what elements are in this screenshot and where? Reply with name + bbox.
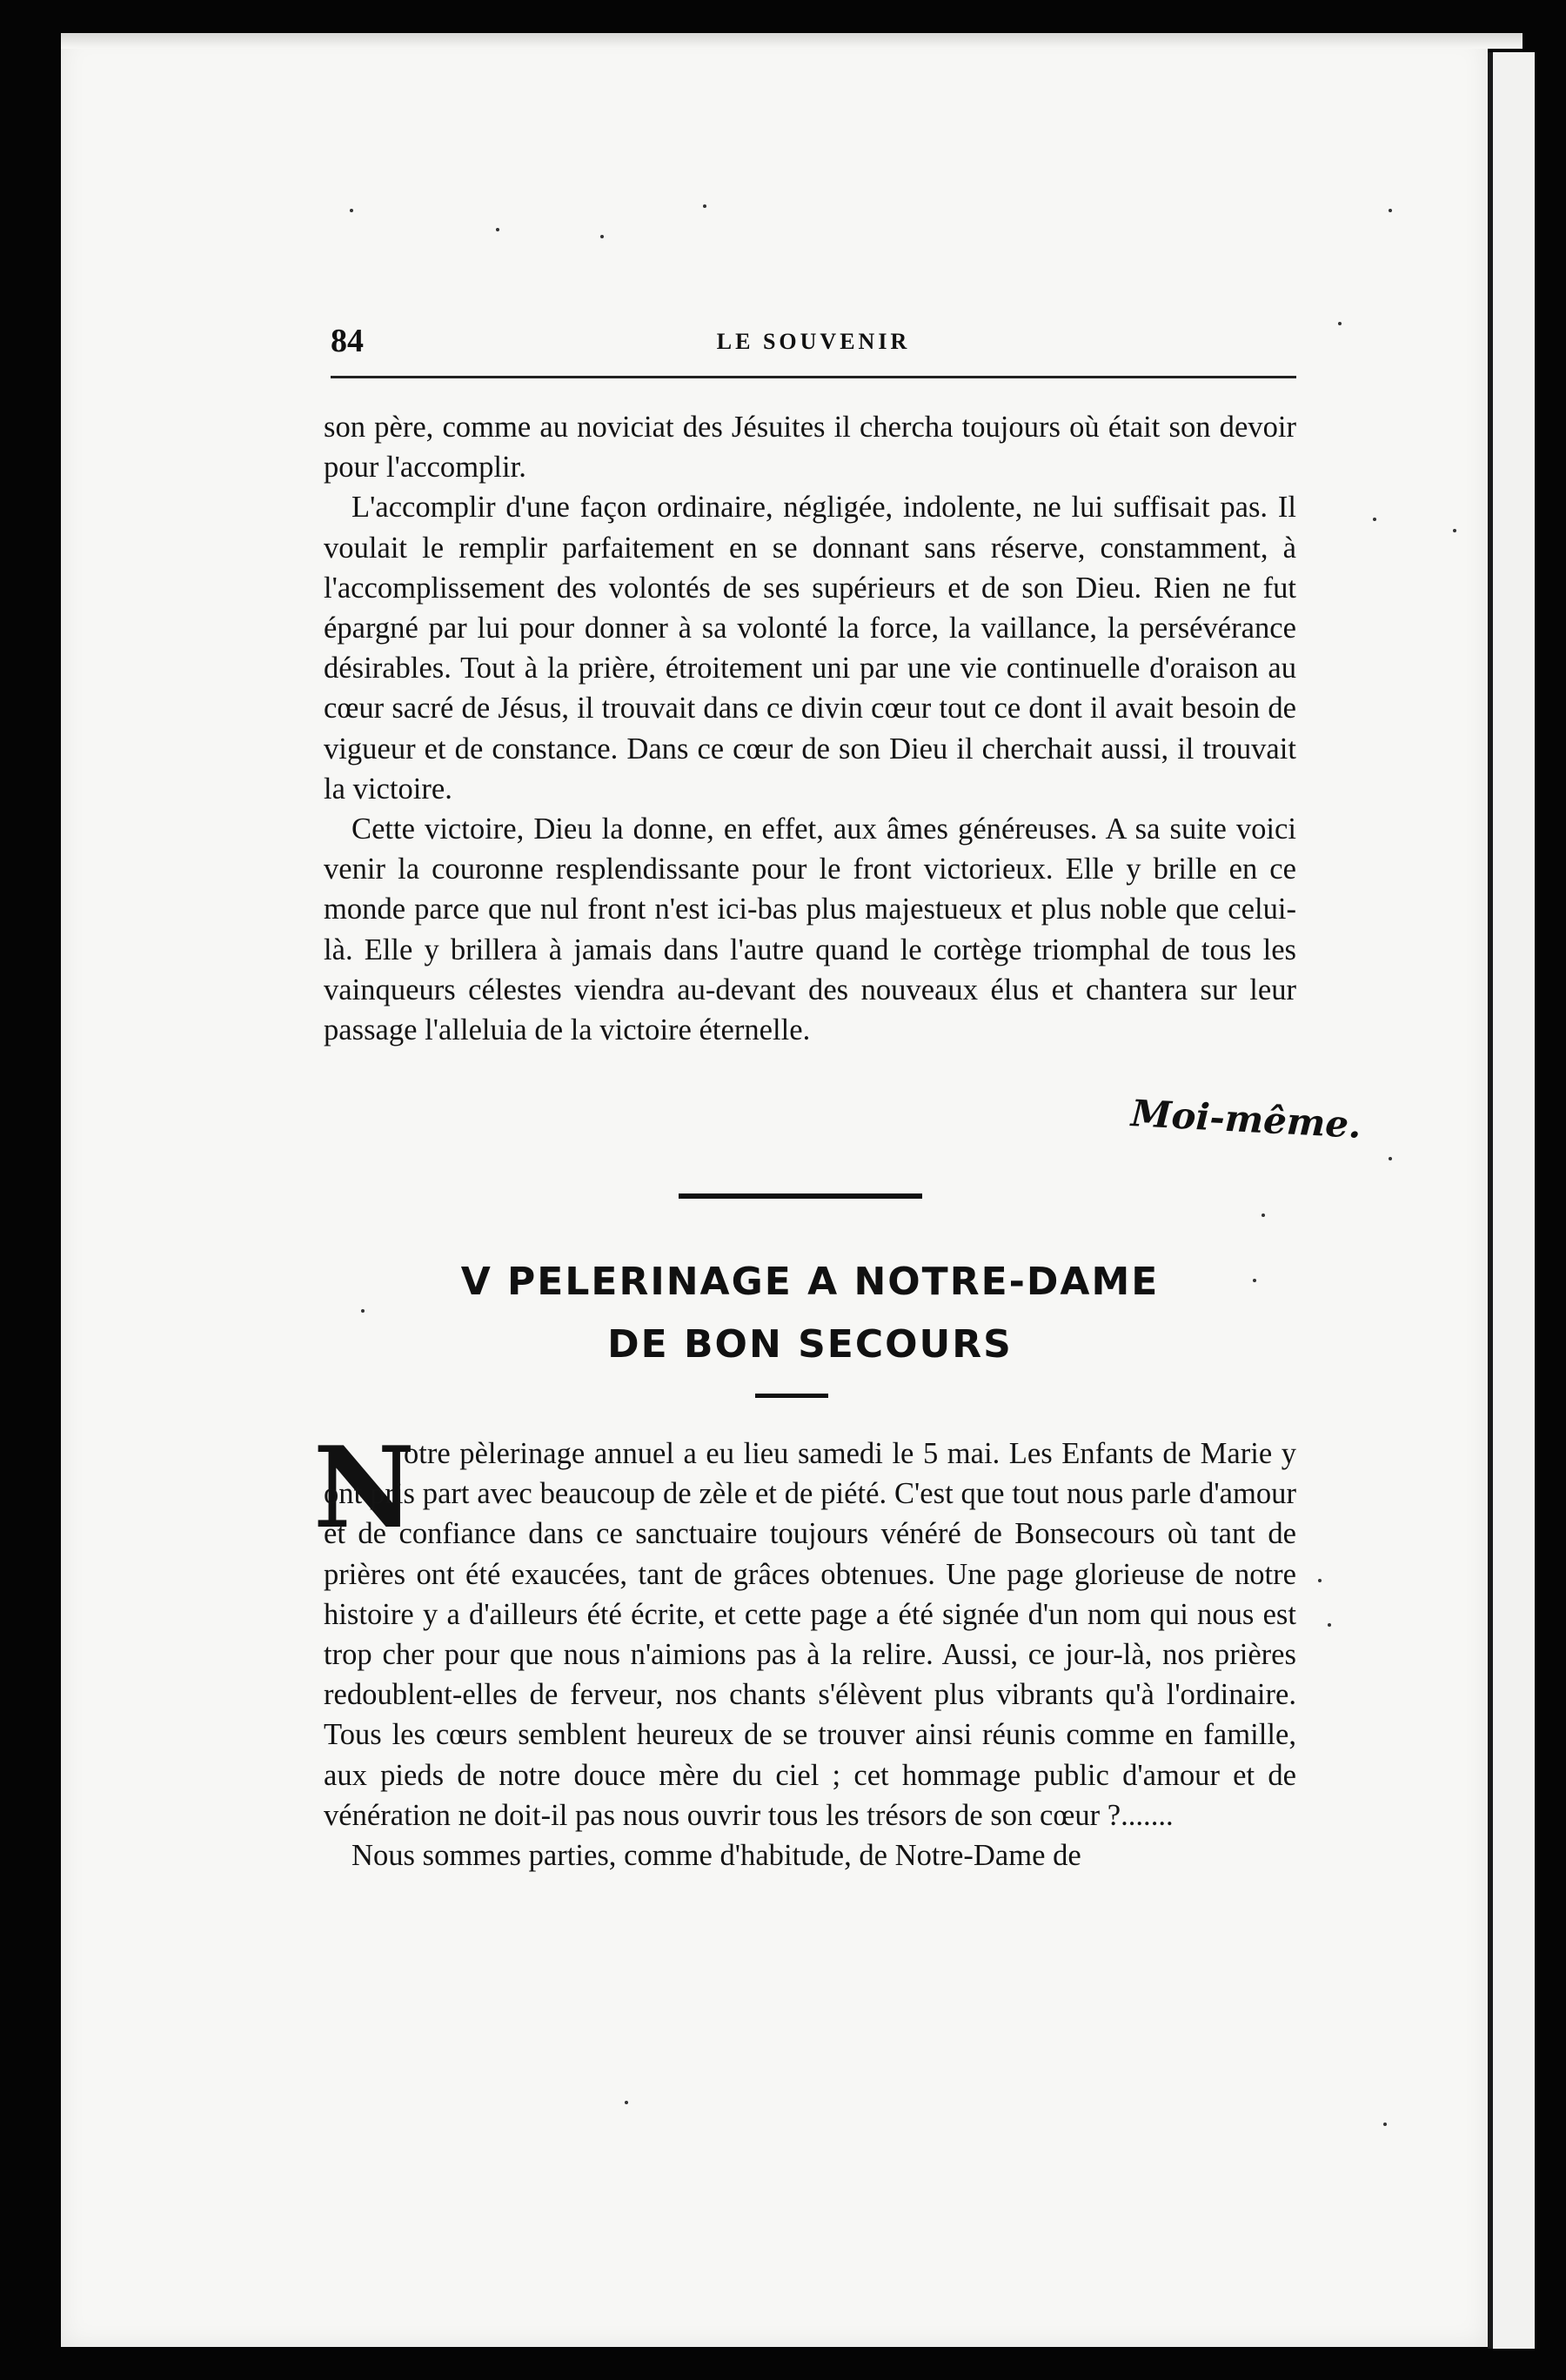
- header-rule: [331, 376, 1296, 378]
- adjacent-page-edge: [1488, 52, 1535, 2349]
- running-head: [331, 322, 1296, 362]
- drop-cap: N: [313, 1423, 415, 1554]
- paragraph: Nous sommes parties, comme d'habitude, de Notre-Dame de: [351, 1839, 1081, 1873]
- section-title-line2: DE BON SECOURS: [607, 1322, 1013, 1367]
- paragraph: otre pèlerinage annuel a eu lieu samedi le 5 mai. Les Enfants de Marie y ont pris part avec beaucoup de zèle et de piété. C'est que tout nous parle d'amour et de confiance dans ce sanctuaire toujours vénéré de Bonsecours où tant de prières ont été exaucées, tant de grâces obtenues. Une page glorieuse de notre histoire y a d'ailleurs été écrite, et cette page a été signée d'un nom qui nous est trop cher pour que nous n'aimions pas à la relire. Aussi, ce jour-là, nos prières redoublent-elles de ferveur, nos chants s'élèvent plus vibrants qu'à l'ordinaire. Tous les cœurs semblent heureux de se trouver ainsi réunis comme en famille, aux pieds de notre douce mère du ciel ; cet hommage public d'amour et de vénération ne doit-il pas nous ouvrir tous les trésors de son cœur ?.......: [324, 1437, 1296, 1832]
- handwritten-signature: Moi-même.: [1129, 1092, 1362, 1147]
- section1-text: [324, 407, 1296, 1050]
- page-sheet: [61, 33, 1488, 2347]
- section-title-line1: V PELERINAGE A NOTRE-DAME: [460, 1260, 1160, 1304]
- paragraph: son père, comme au noviciat des Jésuites il chercha toujours où était son devoir pour l'accomplir.: [324, 411, 1296, 485]
- paragraph: L'accomplir d'une façon ordinaire, négligée, indolente, ne lui suffisait pas. Il voulait le remplir parfaitement en se donnant sans réserve, constamment, à l'accomplissement des volontés de ses supérieurs et de son Dieu. Rien ne fut épargné par lui pour donner à sa volonté la force, la vaillance, la persévérance désirables. Tout à la prière, étroitement uni par une vie continuelle d'oraison au cœur sacré de Jésus, il trouvait dans ce divin cœur tout ce dont il avait besoin de vigueur et de constance. Dans ce cœur de son Dieu il cherchait aussi, il trouvait la victoire.: [324, 491, 1296, 806]
- page-top-edge: [61, 33, 1522, 49]
- running-title: LE SOUVENIR: [716, 329, 911, 354]
- section2-text: [324, 1434, 1296, 1875]
- title-underline: [755, 1394, 828, 1398]
- paragraph: Cette victoire, Dieu la donne, en effet, aux âmes généreuses. A sa suite voici venir la couronne resplendissante pour le front victorieux. Elle y brille en ce monde parce que nul front n'est ici-bas plus majestueux et plus noble que celui-là. Elle y brillera à jamais dans l'autre quand le cortège triomphal de tous les vainqueurs célestes viendra au-devant des nouveaux élus et chantera sur leur passage l'alleluia de la victoire éternelle.: [324, 812, 1296, 1047]
- section-separator: [679, 1193, 922, 1199]
- page-number: 84: [331, 323, 364, 359]
